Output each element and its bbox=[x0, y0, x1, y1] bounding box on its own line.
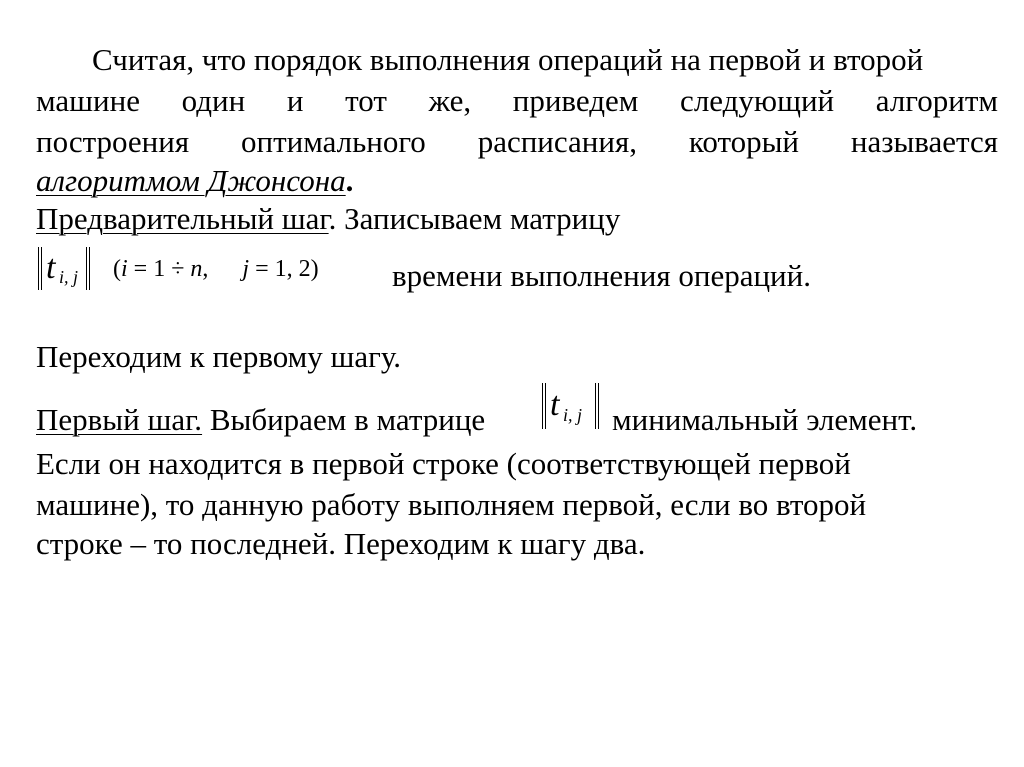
range-n: n bbox=[190, 256, 203, 282]
paragraph1-line1: Считая, что порядок выполнения операций на первой и второй bbox=[92, 42, 924, 77]
paragraph1-line4 bbox=[36, 165, 353, 196]
preliminary-step-heading: Предварительный шаг bbox=[36, 201, 329, 236]
range-open-paren: ( bbox=[113, 256, 121, 282]
first-step-line1 bbox=[36, 404, 485, 435]
first-step-heading: Первый шаг. bbox=[36, 402, 203, 437]
first-step-line2: Если он находится в первой строке (соответствующей первой bbox=[36, 446, 851, 481]
matrix-description: времени выполнения операций. bbox=[392, 258, 811, 293]
index-range-formula bbox=[113, 257, 319, 281]
range-i: i bbox=[121, 256, 128, 282]
term-period: . bbox=[345, 163, 354, 198]
paragraph1-line3: построения оптимального расписания, который называется bbox=[36, 124, 998, 159]
paragraph1-line2: машине один и тот же, приведем следующий алгоритм bbox=[36, 83, 998, 118]
range-eq-2: = 1, 2) bbox=[249, 256, 319, 282]
transition-line: Переходим к первому шагу. bbox=[36, 339, 402, 374]
first-step-line3: машине), то данную работу выполняем первой, если во второй bbox=[36, 487, 867, 522]
johnson-algorithm-term: алгоритмом Джонсона bbox=[36, 163, 346, 198]
matrix-t-symbol-2: t bbox=[550, 386, 560, 423]
matrix-subscript: i, j bbox=[59, 267, 79, 287]
range-eq-1: = 1 ÷ bbox=[127, 256, 191, 282]
first-step-text: Выбираем в матрице bbox=[202, 402, 486, 437]
preliminary-step-text: . Записываем матрицу bbox=[328, 201, 621, 236]
range-j: j bbox=[242, 256, 250, 282]
preliminary-step-line bbox=[36, 203, 620, 234]
first-step-after-matrix: минимальный элемент. bbox=[612, 402, 918, 437]
range-comma: , bbox=[202, 256, 209, 282]
matrix-t-symbol: t bbox=[46, 249, 56, 286]
first-step-line4: строке – то последней. Переходим к шагу два. bbox=[36, 526, 646, 561]
matrix-subscript-2: i, j bbox=[563, 405, 583, 425]
